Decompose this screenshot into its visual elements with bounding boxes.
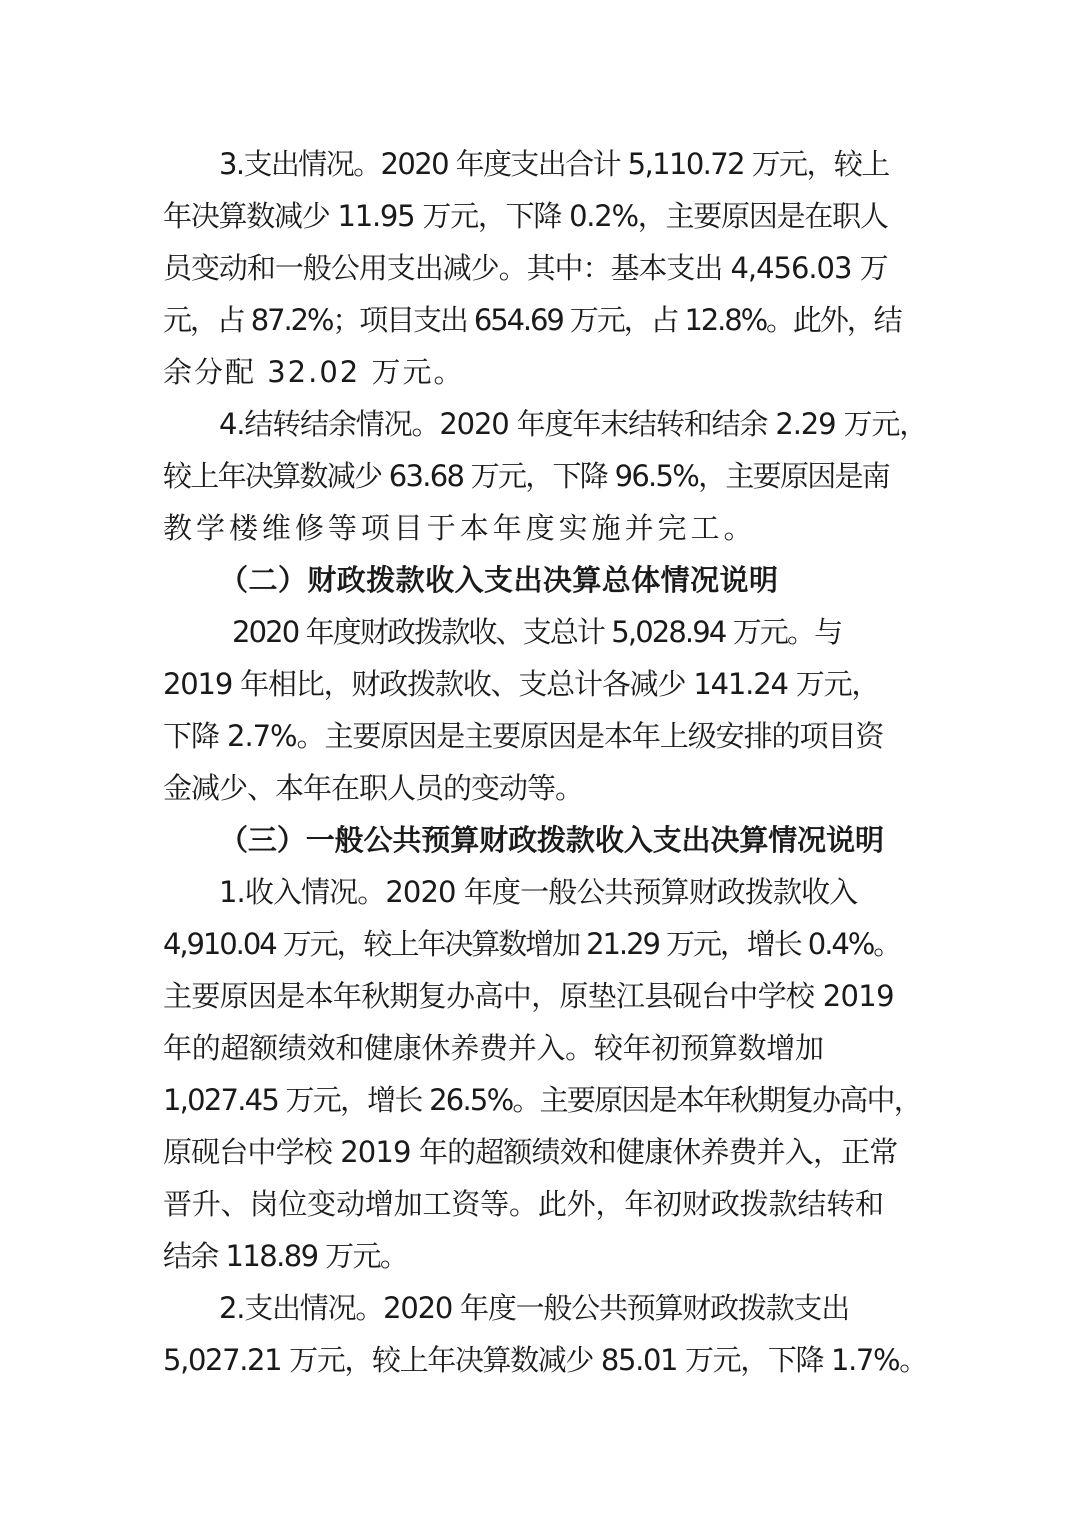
- section-heading: （三）一般公共预算财政拨款收入支出决算情况说明: [219, 823, 884, 857]
- paragraph-line: 1.收入情况。2020 年度一般公共预算财政拨款收入: [219, 875, 858, 909]
- paragraph-line: 结余 118.89 万元。: [163, 1239, 408, 1273]
- paragraph-line: 元，占 87.2%；项目支出 654.69 万元，占 12.8%。此外，结: [163, 303, 901, 337]
- paragraph-line: 余分配 32.02 万元。: [163, 355, 465, 389]
- paragraph-line: 2020 年度财政拨款收、支总计 5,028.94 万元。与: [232, 615, 842, 649]
- paragraph-line: 2019 年相比，财政拨款收、支总计各减少 141.24 万元，: [163, 667, 880, 701]
- paragraph-line: 教学楼维修等项目于本年度实施并完工。: [163, 511, 757, 545]
- paragraph-line: 原砚台中学校 2019 年的超额绩效和健康休养费并入，正常: [163, 1135, 898, 1169]
- paragraph-line: 3.支出情况。2020 年度支出合计 5,110.72 万元，较上: [219, 147, 889, 181]
- paragraph-line: 晋升、岗位变动增加工资等。此外，年初财政拨款结转和: [163, 1187, 884, 1221]
- paragraph-line: 较上年决算数减少 63.68 万元，下降 96.5%，主要原因是南: [163, 459, 890, 493]
- paragraph-line: 4,910.04 万元，较上年决算数增加 21.29 万元，增长 0.4%。: [163, 927, 901, 961]
- section-heading: （二）财政拨款收入支出决算总体情况说明: [219, 563, 779, 597]
- paragraph-line: 1,027.45 万元，增长 26.5%。主要原因是本年秋期复办高中，: [163, 1083, 921, 1117]
- paragraph-line: 5,027.21 万元，较上年决算数减少 85.01 万元，下降 1.7%。: [163, 1343, 927, 1377]
- paragraph-line: 年的超额绩效和健康休养费并入。较年初预算数增加: [163, 1031, 824, 1065]
- paragraph-line: 2.支出情况。2020 年度一般公共预算财政拨款支出: [219, 1291, 849, 1325]
- paragraph-line: 员变动和一般公用支出减少。其中：基本支出 4,456.03 万: [163, 251, 888, 285]
- paragraph-line: 主要原因是本年秋期复办高中，原垫江县砚台中学校 2019: [163, 979, 894, 1013]
- paragraph-line: 年决算数减少 11.95 万元，下降 0.2%，主要原因是在职人: [163, 199, 888, 233]
- paragraph-line: 下降 2.7%。主要原因是主要原因是本年上级安排的项目资: [163, 719, 884, 753]
- paragraph-line: 金减少、本年在职人员的变动等。: [163, 771, 584, 805]
- paragraph-line: 4.结转结余情况。2020 年度年末结转和结余 2.29 万元，: [219, 407, 928, 441]
